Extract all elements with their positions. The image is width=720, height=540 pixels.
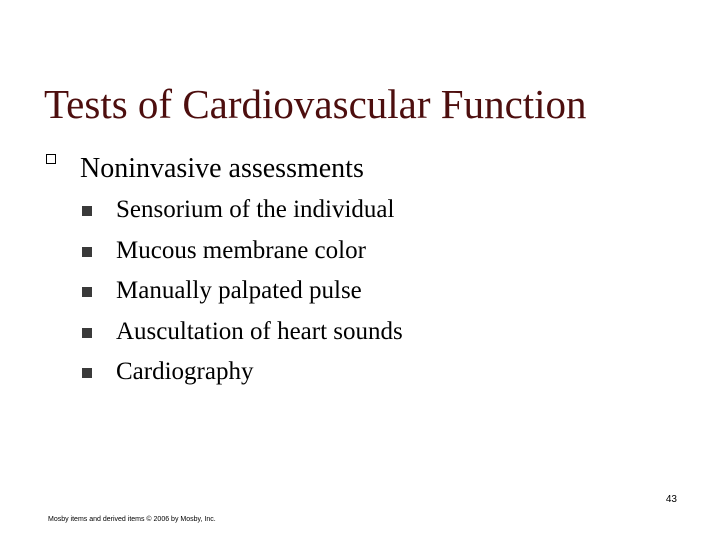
sub-bullet-text: Mucous membrane color: [116, 236, 366, 264]
sub-bullet-text: Manually palpated pulse: [116, 277, 362, 304]
filled-square-bullet-icon: [82, 247, 92, 257]
filled-square-bullet-icon: [82, 206, 92, 216]
sub-bullet-text: Auscultation of heart sounds: [116, 317, 403, 345]
copyright-notice: Mosby items and derived items © 2006 by Mosby, Inc.: [48, 516, 216, 523]
sub-bullet-text: Cardiography: [116, 358, 254, 385]
bullet-text: Noninvasive assessments: [80, 153, 364, 184]
filled-square-bullet-icon: [82, 328, 92, 338]
filled-square-bullet-icon: [82, 368, 92, 378]
hollow-square-bullet-icon: [46, 154, 56, 164]
sub-bullet-text: Sensorium of the individual: [116, 196, 395, 223]
slide-title: Tests of Cardiovascular Function: [44, 81, 587, 127]
bullet-noninvasive-assessments: [46, 152, 364, 184]
filled-square-bullet-icon: [82, 287, 92, 297]
page-number: 43: [665, 494, 677, 505]
